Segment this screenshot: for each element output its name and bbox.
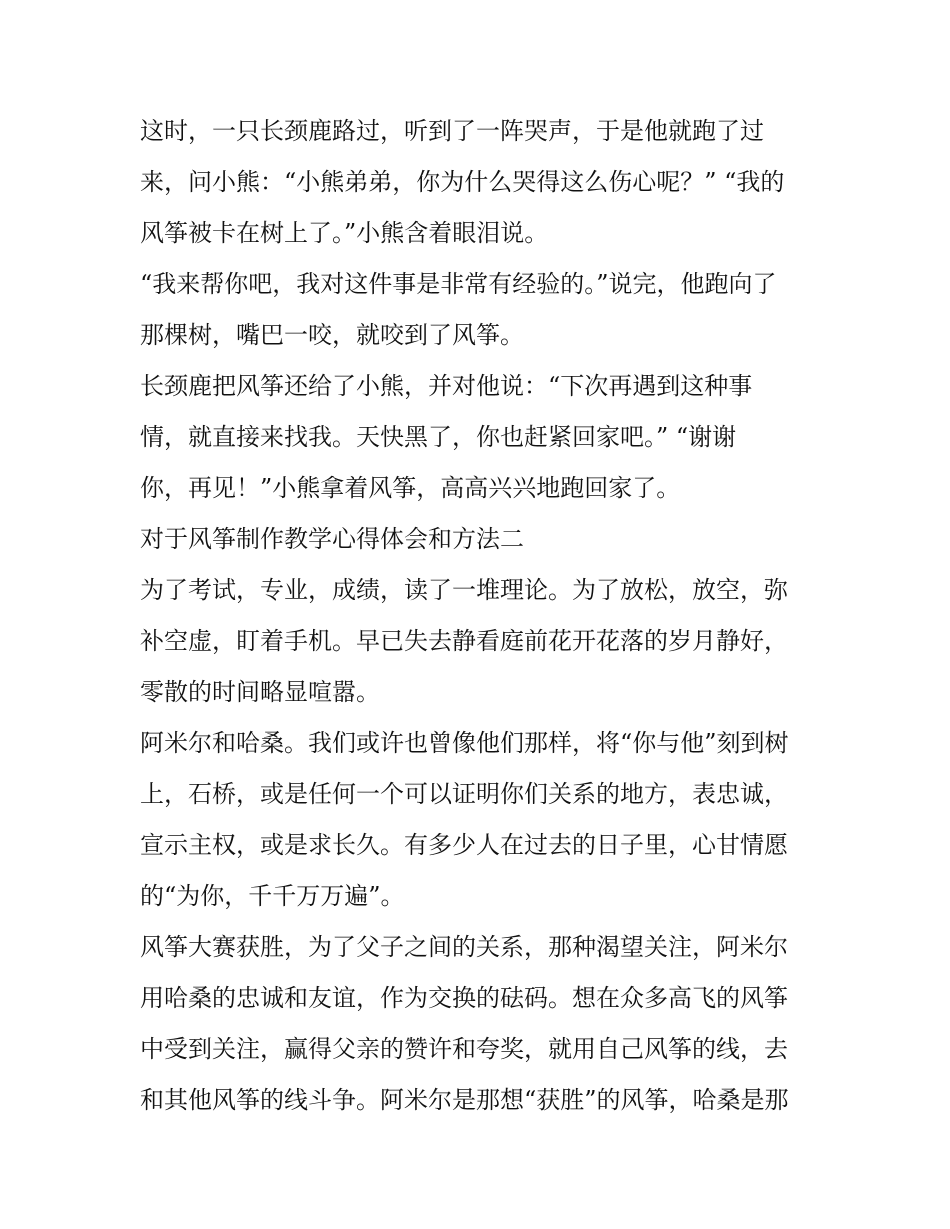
text-line: 用哈桑的忠诚和友谊，作为交换的砝码。想在众多高飞的风筝 [140,984,788,1012]
document-body [140,106,830,1126]
text-line: 你，再见！”小熊拿着风筝，高高兴兴地跑回家了。 [140,474,681,502]
text-line: 宣示主权，或是求长久。有多少人在过去的日子里，心甘情愿 [140,831,788,859]
text-line: 来，问小熊：“小熊弟弟，你为什么哭得这么伤心呢？” “我的 [140,168,785,196]
section-heading: 对于风筝制作教学心得体会和方法二 [140,525,524,553]
text-line: 零散的时间略显喧嚣。 [140,678,380,706]
text-line: 阿米尔和哈桑。我们或许也曾像他们那样，将“你与他”刻到树 [140,729,789,757]
text-line: 长颈鹿把风筝还给了小熊，并对他说：“下次再遇到这种事 [140,372,753,400]
text-line: 上，石桥，或是任何一个可以证明你们关系的地方，表忠诚， [140,780,788,808]
text-line: 的“为你，千千万万遍”。 [140,882,405,910]
text-line: 风筝被卡在树上了。”小熊含着眼泪说。 [140,219,549,247]
text-line: 那棵树，嘴巴一咬，就咬到了风筝。 [140,321,524,349]
text-line: 和其他风筝的线斗争。阿米尔是那想“获胜”的风筝，哈桑是那 [140,1086,789,1114]
text-line: 中受到关注，赢得父亲的赞许和夸奖，就用自己风筝的线，去 [140,1035,788,1063]
text-line: 风筝大赛获胜，为了父子之间的关系，那种渴望关注，阿米尔 [140,933,788,961]
text-line: 情，就直接来找我。天快黑了，你也赶紧回家吧。” “谢谢 [140,423,737,451]
text-line: 为了考试，专业，成绩，读了一堆理论。为了放松，放空，弥 [140,576,788,604]
text-line: 这时，一只长颈鹿路过，听到了一阵哭声，于是他就跑了过 [140,117,764,145]
text-line: “我来帮你吧，我对这件事是非常有经验的。”说完，他跑向了 [140,270,777,298]
text-line: 补空虚，盯着手机。早已失去静看庭前花开花落的岁月静好， [140,627,788,655]
